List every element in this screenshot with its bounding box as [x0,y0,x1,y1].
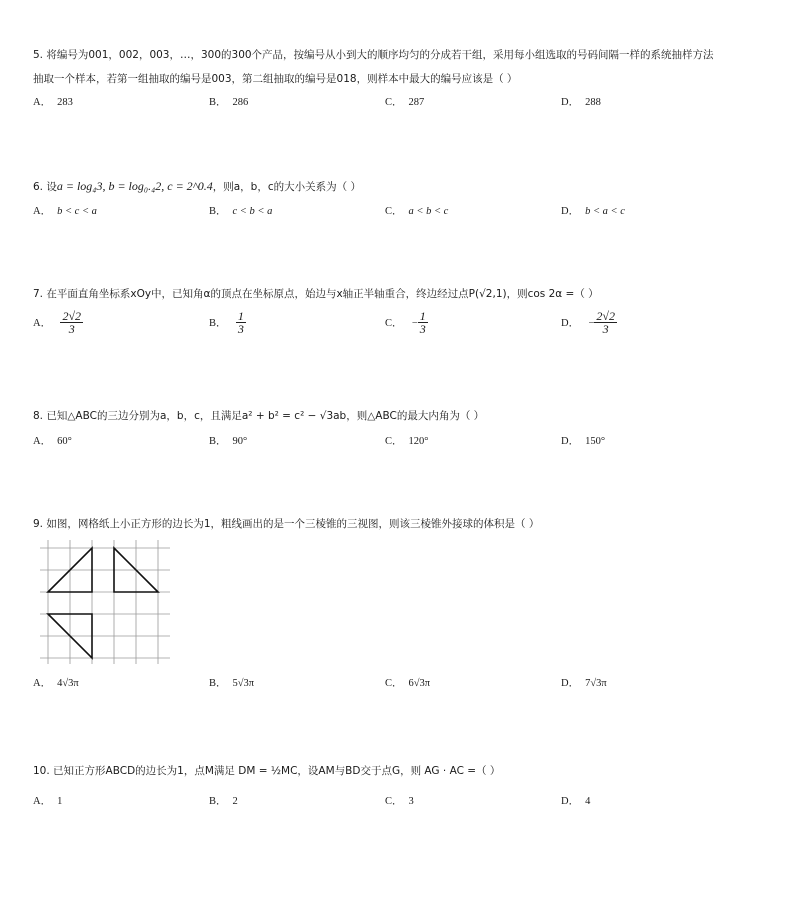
fraction: $\frac{1}{3}$ [237,309,244,336]
option-b[interactable]: B． 5√3π [209,678,255,689]
option-b[interactable]: B． c < b < a [209,206,273,217]
option-b[interactable]: B． 286 [209,97,249,108]
option-a[interactable]: A． 1 [33,796,63,807]
option-c[interactable]: C． 6√3π [385,678,431,689]
question-8-text: 8. 已知△ABC的三边分别为a，b，c，且满足a² + b² = c² − √3ab，则△ABC的最大内角为（ ） [33,410,485,422]
option-c[interactable]: C． 120° [385,436,429,447]
option-b[interactable]: B． 90° [209,436,248,447]
option-a[interactable]: A． 4√3π [33,678,79,689]
question-7-text: 7. 在平面直角坐标系xOy中，已知角α的顶点在坐标原点，始边与x轴正半轴重合，终边经过点P(√2,1)，则cos 2α =（ ） [33,288,599,300]
question-6-text [33,179,361,194]
thick-view-outlines [48,548,158,658]
option-d[interactable]: D． b < a < c [561,206,625,217]
option-c[interactable]: C． 3 [385,796,414,807]
option-a[interactable]: A． b < c < a [33,206,97,217]
question-9-text: 9. 如图，网格纸上小正方形的边长为1，粗线画出的是一个三棱锥的三视图，则该三棱锥外接球的体积是（ ） [33,518,540,530]
option-c[interactable]: C． − $\frac{1}{3}$ [385,309,426,336]
option-c[interactable]: C． 287 [385,97,425,108]
option-a[interactable]: A． 283 [33,97,73,108]
option-d[interactable]: D． − $\frac{2√2}{3}$ [561,309,615,336]
question-10-text: 10. 已知正方形ABCD的边长为1，点M满足 DM = ½MC，设AM与BD交于点G，则 AG · AC =（ ） [33,765,501,777]
question-6-expression: a = log₄3, b = log₀.₄2, c = 2^0.4 [56,179,213,193]
option-d[interactable]: D． 150° [561,436,606,447]
fraction: $\frac{2√2}{3}$ [596,309,615,336]
grid-lines [40,540,170,664]
question-5-line-1: 5. 将编号为001，002，003，…，300的300个产品，按编号从小到大的顺序均匀的分成若干组，采用每小组选取的号码间隔一样的系统抽样方法 [33,49,714,61]
option-d[interactable]: D． 288 [561,97,601,108]
option-b[interactable]: B． $\frac{1}{3}$ [209,309,244,336]
option-c[interactable]: C． a < b < c [385,206,449,217]
option-b[interactable]: B． 2 [209,796,238,807]
option-a[interactable]: A． $\frac{2√2}{3}$ [33,309,82,336]
fraction: $\frac{2√2}{3}$ [62,309,82,336]
option-a[interactable]: A． 60° [33,436,72,447]
three-view-grid-figure [40,540,170,664]
option-d[interactable]: D． 4 [561,796,591,807]
fraction: $\frac{1}{3}$ [419,309,426,336]
option-d[interactable]: D． 7√3π [561,678,607,689]
question-6-prefix: 6. 设 [33,181,57,193]
question-6-suffix: ，则a，b，c的大小关系为（ ） [212,181,361,193]
question-5-line-2: 抽取一个样本，若第一组抽取的编号是003，第二组抽取的编号是018，则样本中最大的编号应该是（ ） [33,73,518,85]
